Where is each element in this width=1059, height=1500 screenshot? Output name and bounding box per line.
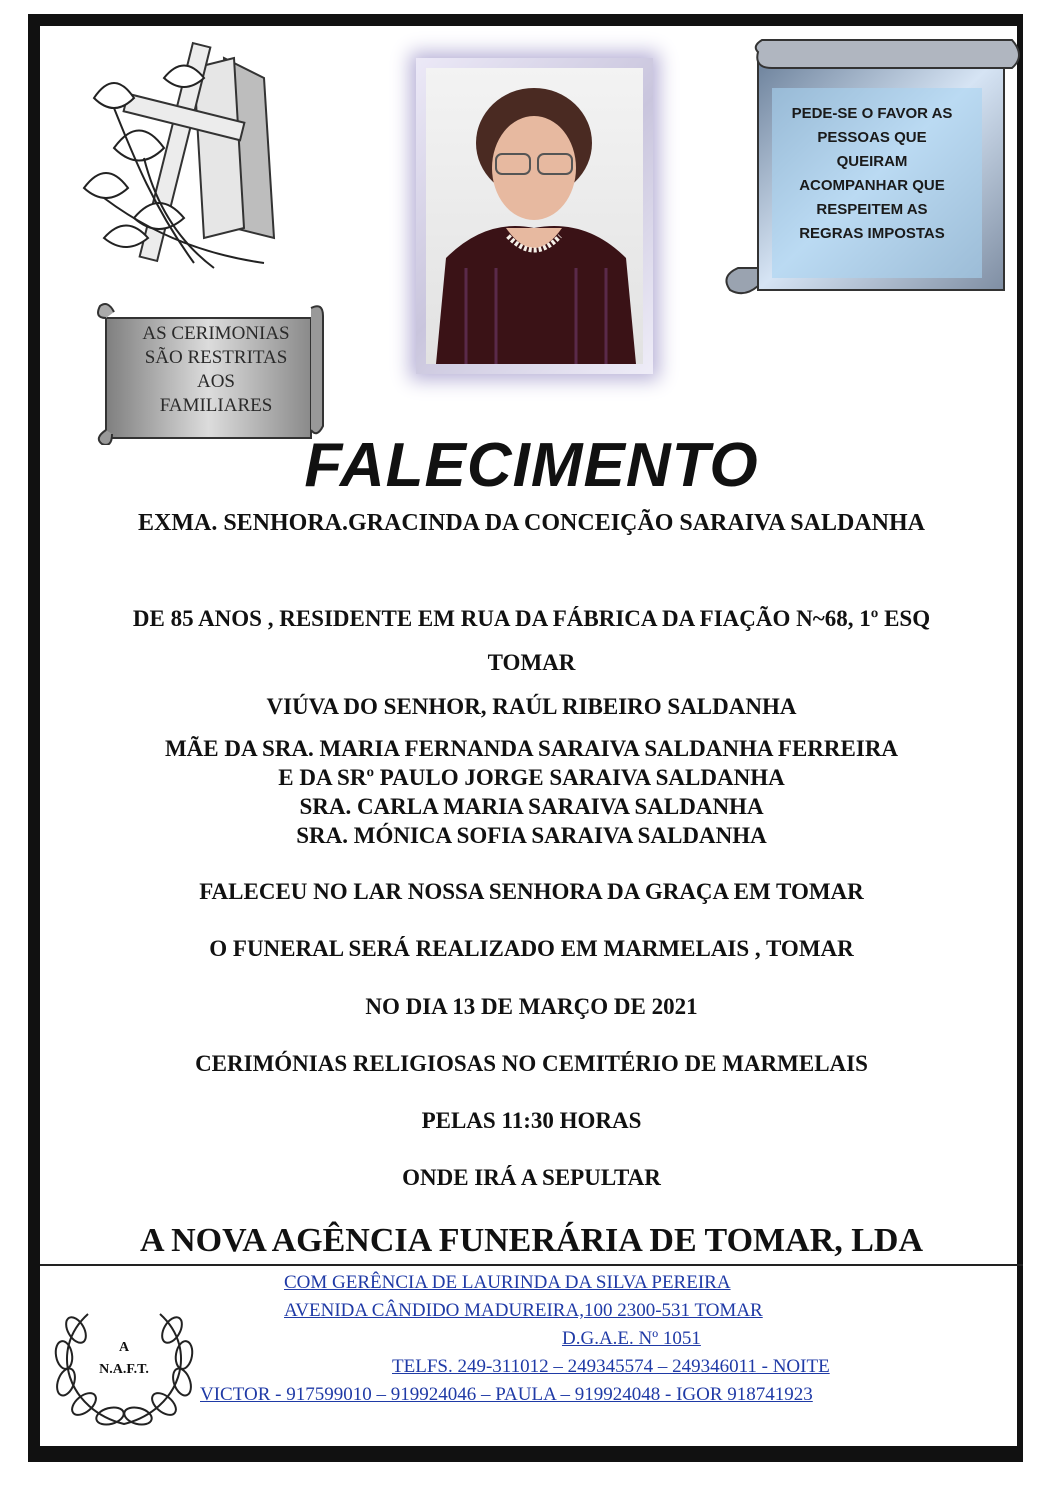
deceased-name: EXMA. SENHORA.GRACINDA DA CONCEIÇÃO SARAIVA SALDANHA — [138, 510, 925, 536]
widow-line: VIÚVA DO SENHOR, RAÚL RIBEIRO SALDANHA — [266, 694, 797, 719]
agency-name: A NOVA AGÊNCIA FUNERÁRIA DE TOMAR, LDA — [139, 1222, 924, 1259]
logo-letter: A — [118, 1340, 130, 1355]
children-line: SRA. CARLA MARIA SARAIVA SALDANHA — [299, 794, 764, 819]
logo-acronym: N.A.F.T. — [99, 1362, 149, 1377]
request-line: QUEIRAM — [836, 153, 908, 170]
agency-address: AVENIDA CÂNDIDO MADUREIRA,100 2300-531 TOMAR — [284, 1300, 763, 1321]
funeral-date: NO DIA 13 DE MARÇO DE 2021 — [365, 994, 698, 1019]
age-residence: DE 85 ANOS , RESIDENTE EM RUA DA FÁBRICA DA FIAÇÃO N~68, 1º ESQ — [132, 606, 931, 631]
ceremony-restriction-line: SÃO RESTRITAS — [144, 347, 288, 368]
children-line: SRA. MÓNICA SOFIA SARAIVA SALDANHA — [296, 823, 767, 848]
portrait-photo — [426, 68, 643, 364]
burial-line: ONDE IRÁ A SEPULTAR — [402, 1165, 661, 1190]
ceremony-restriction-line: FAMILIARES — [159, 395, 273, 416]
ceremony-restriction-line: AOS — [196, 371, 235, 392]
request-line: ACOMPANHAR QUE — [799, 177, 945, 194]
death-place: FALECEU NO LAR NOSSA SENHORA DA GRAÇA EM TOMAR — [199, 879, 864, 904]
ceremony-location: CERIMÓNIAS RELIGIOSAS NO CEMITÉRIO DE MARMELAIS — [195, 1051, 868, 1076]
funeral-location: O FUNERAL SERÁ REALIZADO EM MARMELAIS , TOMAR — [209, 936, 854, 961]
agency-license: D.G.A.E. Nº 1051 — [562, 1328, 701, 1349]
request-line: REGRAS IMPOSTAS — [799, 225, 945, 242]
children-line: E DA SRº PAULO JORGE SARAIVA SALDANHA — [278, 765, 785, 790]
divider — [40, 1264, 1023, 1266]
request-line: RESPEITEM AS — [816, 201, 928, 218]
request-line: PESSOAS QUE — [817, 129, 927, 146]
portrait-frame — [416, 58, 653, 374]
request-line: PEDE-SE O FAVOR AS — [791, 105, 953, 122]
page-title: FALECIMENTO — [304, 431, 759, 500]
town: TOMAR — [487, 650, 576, 675]
children-line: MÃE DA SRA. MARIA FERNANDA SARAIVA SALDANHA FERREIRA — [164, 736, 899, 761]
agency-management: COM GERÊNCIA DE LAURINDA DA SILVA PEREIRA — [284, 1272, 731, 1293]
cross-lilies-bible-icon — [74, 38, 280, 278]
ceremony-time: PELAS 11:30 HORAS — [421, 1108, 642, 1133]
ceremony-restriction-line: AS CERIMONIAS — [142, 323, 290, 344]
agency-phones: TELFS. 249-311012 – 249345574 – 249346011 - NOITE — [392, 1356, 830, 1377]
agency-contacts: VICTOR - 917599010 – 919924046 – PAULA – 919924048 - IGOR 918741923 — [200, 1384, 813, 1405]
